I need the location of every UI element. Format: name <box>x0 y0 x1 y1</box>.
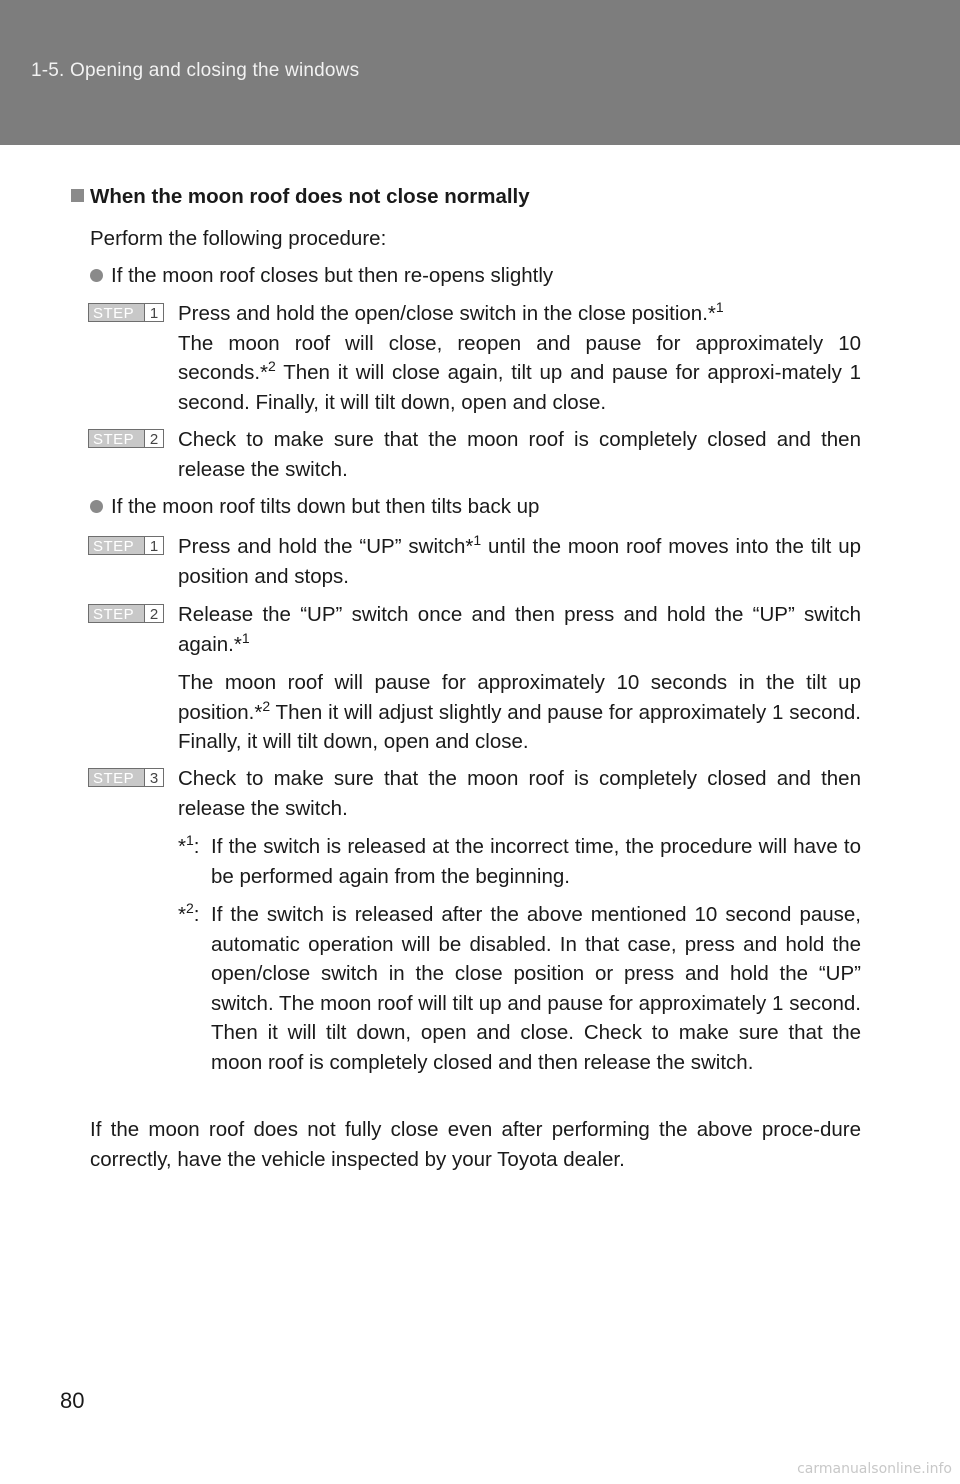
footnote-marker: *$^1$: <box>178 832 200 858</box>
section-intro: Perform the following procedure: <box>90 227 387 250</box>
section-heading: When the moon roof does not close normally <box>71 182 530 212</box>
case2-step3-text: Check to make sure that the moon roof is completely closed and then release the switch. <box>178 767 861 820</box>
case1-bullet: If the moon roof closes but then re-opens slightly <box>90 261 553 291</box>
step-badge: STEP 2 <box>88 604 164 623</box>
case2-step1-text: Press and hold the “UP” switch*$^1$ until the moon roof moves into the tilt up position and stops. <box>178 532 862 588</box>
step-badge: STEP 1 <box>88 303 164 322</box>
page-number: 80 <box>60 1388 85 1413</box>
case1-step1-text: Press and hold the open/close switch in the close position.*$^1$ The moon roof will close, reopen and pause for approximately 10 seconds.*$^2$ Then it will close again, tilt up and pause for approxi-mately 1 second. Finally, it will tilt down, open and close. <box>178 299 861 414</box>
square-bullet-icon <box>71 189 84 202</box>
footnote-marker: *$^2$: <box>178 900 200 926</box>
case2-step2-text: Release the “UP” switch once and then press and hold the “UP” switch again.*$^1$ The moon roof will pause for approximately 10 seconds in the tilt up position.*$^2$ Then it will adjust slightly and pause for approximately 1 second. Finally, it will tilt down, open and close. <box>178 603 861 753</box>
step-badge: STEP 2 <box>88 429 164 448</box>
closing-paragraph: If the moon roof does not fully close even after performing the above proce-dure correctly, have the vehicle inspected by your Toyota dealer. <box>90 1118 861 1171</box>
footnote: *$^1$: If the switch is released at the incorrect time, the procedure will have to be performed again from the beginning. <box>178 832 861 888</box>
footnote: *$^2$: If the switch is released after the above mentioned 10 second pause, automatic operation will be disabled. In that case, press and hold the open/close switch in the close position or press and hold the “UP” switch. The moon roof will tilt up and pause for approximately 1 second. Then it will tilt down, open and close. Check to make sure that the moon roof is completely closed and then release the switch. <box>178 900 861 1074</box>
case2-bullet: If the moon roof tilts down but then tilts back up <box>90 492 539 522</box>
step-badge: STEP 1 <box>88 536 164 555</box>
circle-bullet-icon <box>90 500 103 513</box>
header-title: 1-5. Opening and closing the windows <box>31 60 360 81</box>
circle-bullet-icon <box>90 269 103 282</box>
watermark: carmanualsonline.info <box>797 1461 952 1477</box>
page-header <box>0 0 960 145</box>
step-badge: STEP 3 <box>88 768 164 787</box>
case1-step2-text: Check to make sure that the moon roof is completely closed and then release the switch. <box>178 428 861 481</box>
